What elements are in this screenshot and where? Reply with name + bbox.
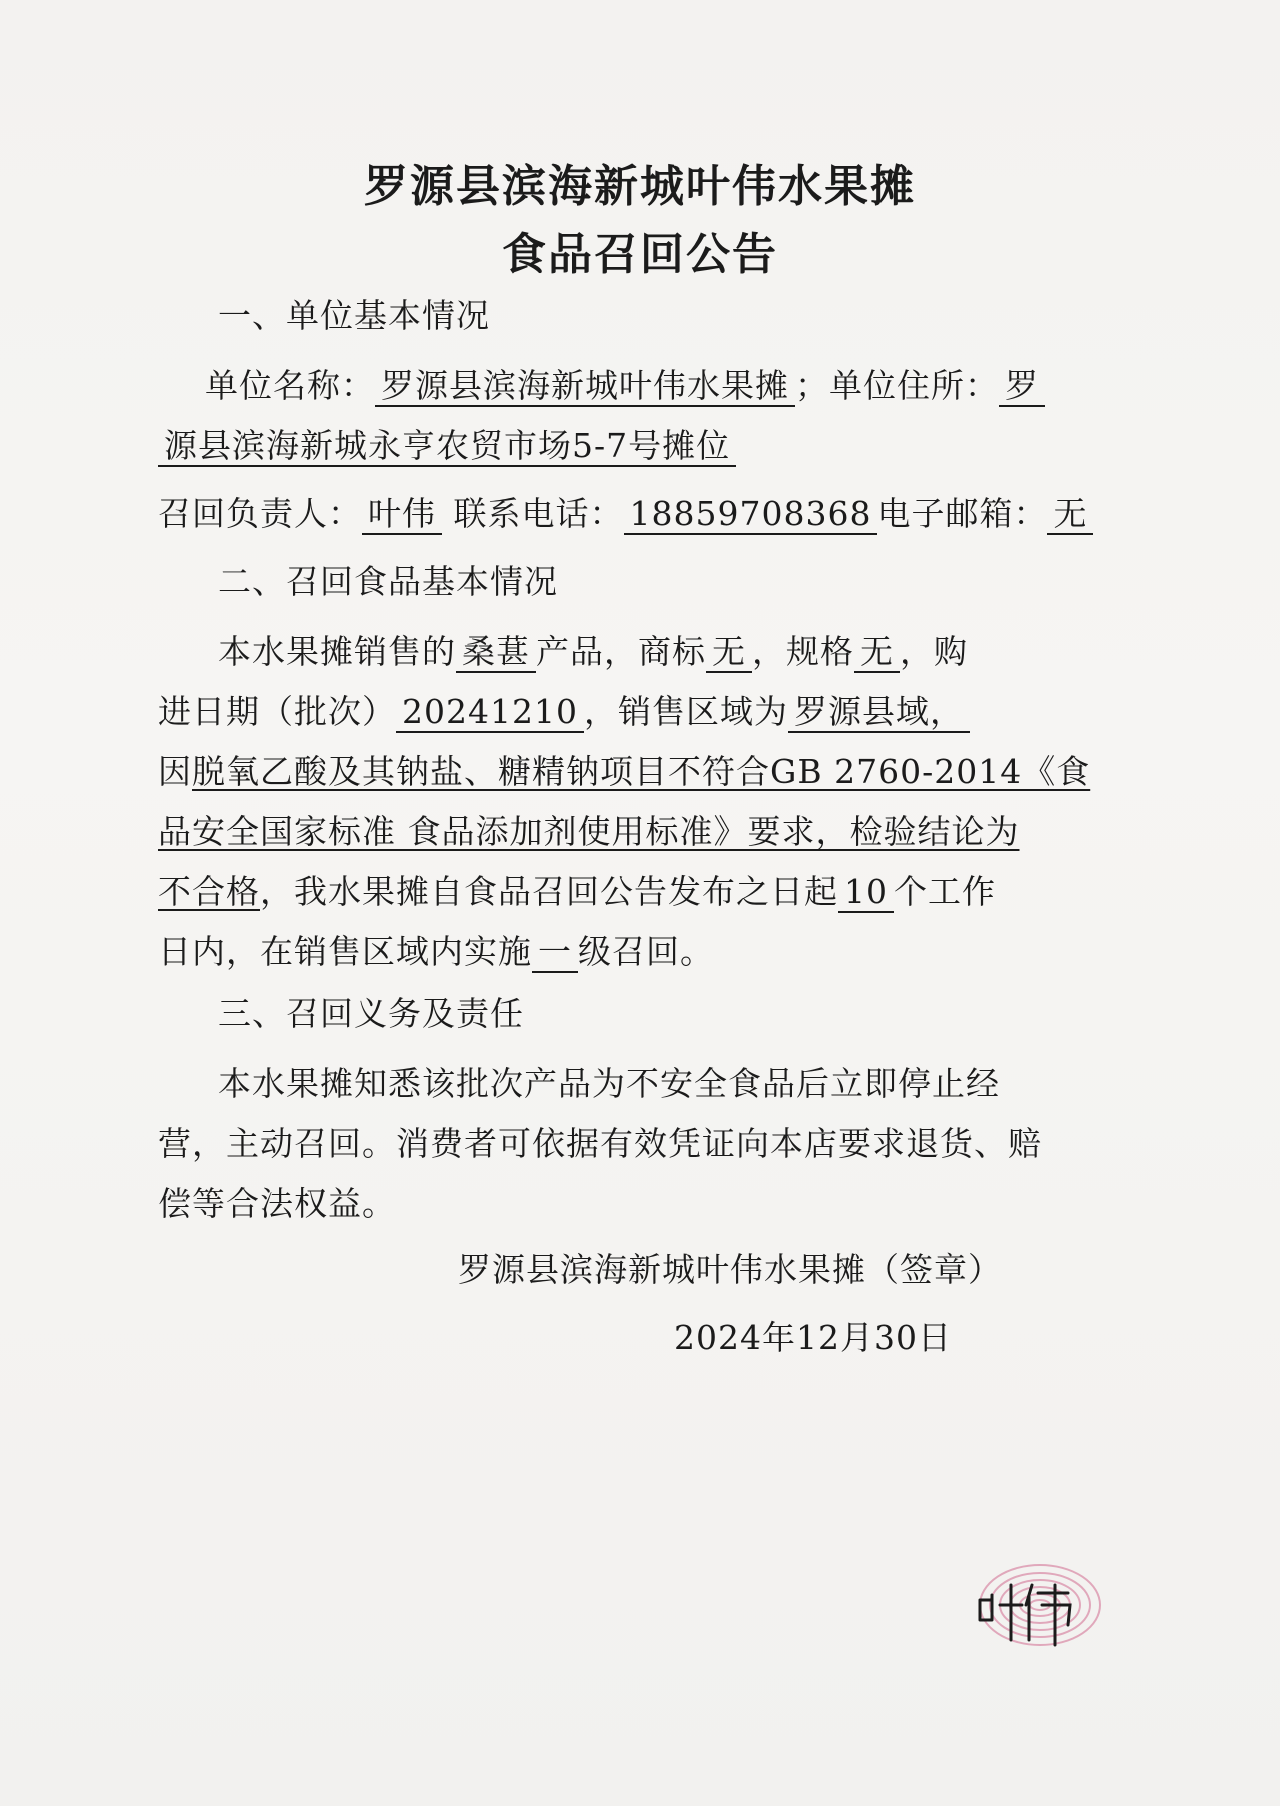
- recall-para-line6: [158, 926, 714, 973]
- contact-line: [158, 488, 1093, 535]
- text-fragment: 级召回。: [578, 932, 714, 971]
- contact-label: 召回负责人：: [158, 494, 362, 533]
- text-fragment: ，规格: [752, 632, 854, 671]
- inspection-result: 不合格: [158, 872, 260, 911]
- brand-value: 无: [706, 632, 752, 673]
- text-fragment: 个工作: [894, 872, 996, 911]
- fingerprint-icon: [980, 1565, 1100, 1645]
- duty-para-line2: 营，主动召回。消费者可依据有效凭证向本店要求退货、赔: [158, 1124, 1042, 1163]
- unit-address-value-start: 罗: [999, 366, 1045, 407]
- email-value: 无: [1047, 494, 1093, 535]
- recall-para-line1: [218, 626, 968, 673]
- document-title: 罗源县滨海新城叶伟水果摊: [364, 161, 916, 212]
- batch-value: 20241210: [396, 692, 584, 733]
- product-value: 桑葚: [456, 632, 536, 673]
- text-fragment: 因: [158, 752, 192, 791]
- text-fragment: ，我水果摊自食品召回公告发布之日起: [260, 872, 838, 911]
- signatory: 罗源县滨海新城叶伟水果摊（签章）: [458, 1250, 1002, 1289]
- text-fragment: 日内，在销售区域内实施: [158, 932, 532, 971]
- text-fragment: 本水果摊销售的: [218, 632, 456, 671]
- issue-date: 2024年12月30日: [674, 1318, 952, 1357]
- recall-para-line4: [158, 806, 1020, 853]
- days-value: 10: [838, 872, 894, 913]
- unit-name-value: 罗源县滨海新城叶伟水果摊: [375, 366, 795, 407]
- recall-para-line5: [158, 866, 996, 913]
- unit-address-line: [158, 420, 736, 467]
- duty-para-line3: 偿等合法权益。: [158, 1184, 396, 1223]
- contact-value: 叶伟: [362, 494, 442, 535]
- violation-reason: 脱氧乙酸及其钠盐、糖精钠项目不符合GB 2760-2014《食: [192, 752, 1091, 791]
- region-value: 罗源县域，: [788, 692, 970, 733]
- text-fragment: 进日期（批次）: [158, 692, 396, 731]
- section2-heading: 二、召回食品基本情况: [218, 562, 558, 601]
- document-subtitle: 食品召回公告: [502, 229, 778, 280]
- recall-level-value: 一: [532, 932, 578, 973]
- text-fragment: ，购: [900, 632, 968, 671]
- phone-label: 联系电话：: [453, 494, 624, 533]
- text-fragment: ，销售区域为: [583, 692, 788, 731]
- recall-para-line2: [158, 686, 970, 733]
- violation-standard: 品安全国家标准 食品添加剂使用标准》要求，检验结论为: [158, 812, 1020, 851]
- section1-heading: 一、单位基本情况: [218, 296, 490, 335]
- unit-address-value-end: 源县滨海新城永亨农贸市场5-7号摊位: [158, 426, 736, 467]
- text-fragment: 产品，商标: [536, 632, 706, 671]
- unit-info-line: [205, 360, 1045, 407]
- handwritten-signature-with-fingerprint: [960, 1545, 1115, 1655]
- duty-para-line1: 本水果摊知悉该批次产品为不安全食品后立即停止经: [218, 1064, 1000, 1103]
- section3-heading: 三、召回义务及责任: [218, 994, 524, 1033]
- phone-value: 18859708368: [624, 494, 878, 535]
- recall-para-line3: [158, 746, 1090, 793]
- unit-address-label: ；单位住所：: [795, 366, 999, 405]
- email-label: 电子邮箱：: [877, 494, 1048, 533]
- unit-name-label: 单位名称：: [205, 366, 375, 405]
- spec-value: 无: [854, 632, 900, 673]
